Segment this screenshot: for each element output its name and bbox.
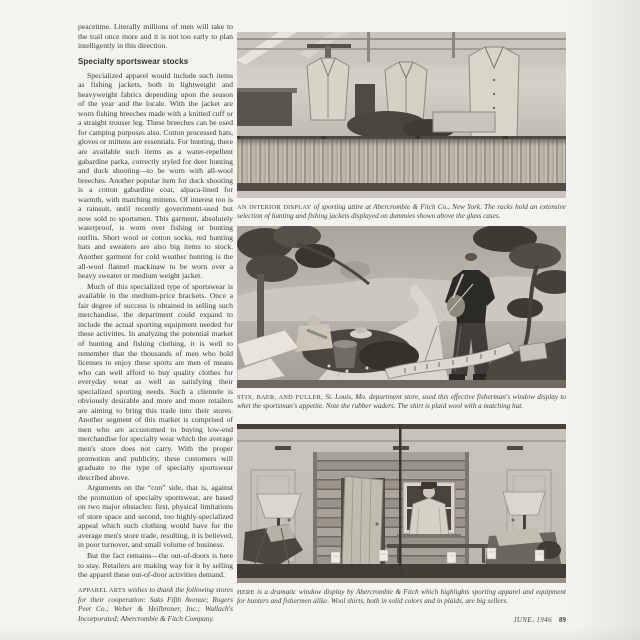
page-edge-shadow xyxy=(574,0,640,640)
paragraph: Much of this specialized type of sportswear is available in the medium-price brackets. Once a fair degree of success is obtained in selling such merchandise, the department could expand to include the actual sporting equipment needed for these activities. In analyzing the potential market of hunting and fishing clothing, it is well to remember that the thousands of men who hold licenses to enjoy these sports are men of means who can well afford to buy quality clothes for everyday wear as well as satisfying their specialized sporting needs. Such a clientele is obviously desirable and more and more retailers are aiming to bring this trade into their stores. Another segment of this market is comprised of men who are accustomed to buying low-end merchandise for specialty wear which the average men's store does not carry. With the proper promotion and publicity, these customers will graduate to the type of specialty sportswear described above. xyxy=(78,281,233,482)
fisherman-window-illustration xyxy=(237,226,566,388)
paragraph: Arguments on the “con” side, that is, against the promotion of specialty sportswear, are based on two major obstacles: first, physical limitations of store space and second, too highly-specialized appeal which such clothing would have for the average men's store trade, resulting, it is believed, in poor turnover, and small volume of business. xyxy=(78,483,233,550)
caption-lead: HERE xyxy=(237,589,255,596)
caption-text: of sporting attire at Abercrombie & Fitch Co., New York. The racks hold an extensive selection of hunting and fishing jackets displayed on dummies shown above the glass cases. xyxy=(237,203,566,221)
figure-log-cabin-window xyxy=(237,424,566,606)
photo-log-cabin-window xyxy=(237,424,566,583)
page-bottom-shadow xyxy=(0,626,640,640)
log-cabin-illustration xyxy=(237,424,566,583)
paragraph: But the fact remains—the out-of-doors is here to stay. Retailers are making way for it by selling the apparel these out-of-door activities demand. xyxy=(78,550,233,580)
issue-date: JUNE, 1946 xyxy=(513,616,552,624)
credit-note xyxy=(78,585,233,623)
article-column xyxy=(78,22,233,623)
caption-lead: STIX, BAER, AND FULLER, xyxy=(237,394,323,401)
figure-caption xyxy=(237,588,566,606)
paragraph: Specialized apparel would include such items as fishing jackets, both in lightweight and heavyweight fabrics depending upon the season of the year and the locale. With the jacket are worn fishing breeches made with a knitted cuff or a straight trouser leg. These breeches can be used for camping purposes also. Cotton processed hats, gloves or mittens are essentials. For hunting, there are available such items as a water-repellent gabardine parka, correctly styled for deer hunting and duck shooting—to be worn with all-wool breeches. Another popular item for duck shooting is a cotton gabardine coat, alpaca-lined for warmth, with matching mittens. Of interest too is a rainsuit, until recently government-used but now sold to sportsmen. This garment, absolutely waterproof, is worn over fishing or hunting outfits. Short wool or cotton socks, red hunting hats and sweaters are also big items to stock. Another garment for cold weather hunting is the all-wool flannel mackinaw to be worn over a heavy sweater or medium weight jacket. xyxy=(78,70,233,281)
photo-store-interior xyxy=(237,32,566,198)
figure-fisherman-window xyxy=(237,226,566,411)
photo-fisherman-window xyxy=(237,226,566,388)
figure-store-interior xyxy=(237,32,566,221)
section-heading: Specialty sportswear stocks xyxy=(78,56,189,66)
figure-caption xyxy=(237,203,566,221)
paragraph-continued: peacetime. Literally millions of men will take to the trail once more and it is not too early to plan intelligently in this direction. xyxy=(78,22,233,51)
page-footer xyxy=(513,616,566,624)
credit-text: wishes to thank the following stores for their cooperation: Saks Fifth Avenue; Rogers Peet Co.; Weber & Heilbroner, Inc.; Wallach's Incorporated; Abercrombie & Fitch Company. xyxy=(78,584,233,623)
caption-text: St. Louis, Mo. department store, used this effective fisherman's window display to whet the sportsman's appetite. Note the rubber waders. The shirt is plaid wool with a matching hat. xyxy=(237,393,567,411)
caption-lead: AN INTERIOR DISPLAY xyxy=(237,204,312,211)
page-number: 89 xyxy=(559,616,566,624)
caption-text: is a dramatic window display by Abercrombie & Fitch which highlights sporting apparel and equipment for hunters and fishermen alike. Wool shirts, both in solid colors and in plaids, are big sellers. xyxy=(237,588,566,606)
hanging-jackets-rack xyxy=(237,139,566,183)
credit-lead: APPAREL ARTS xyxy=(78,586,126,594)
figure-caption xyxy=(237,393,566,411)
